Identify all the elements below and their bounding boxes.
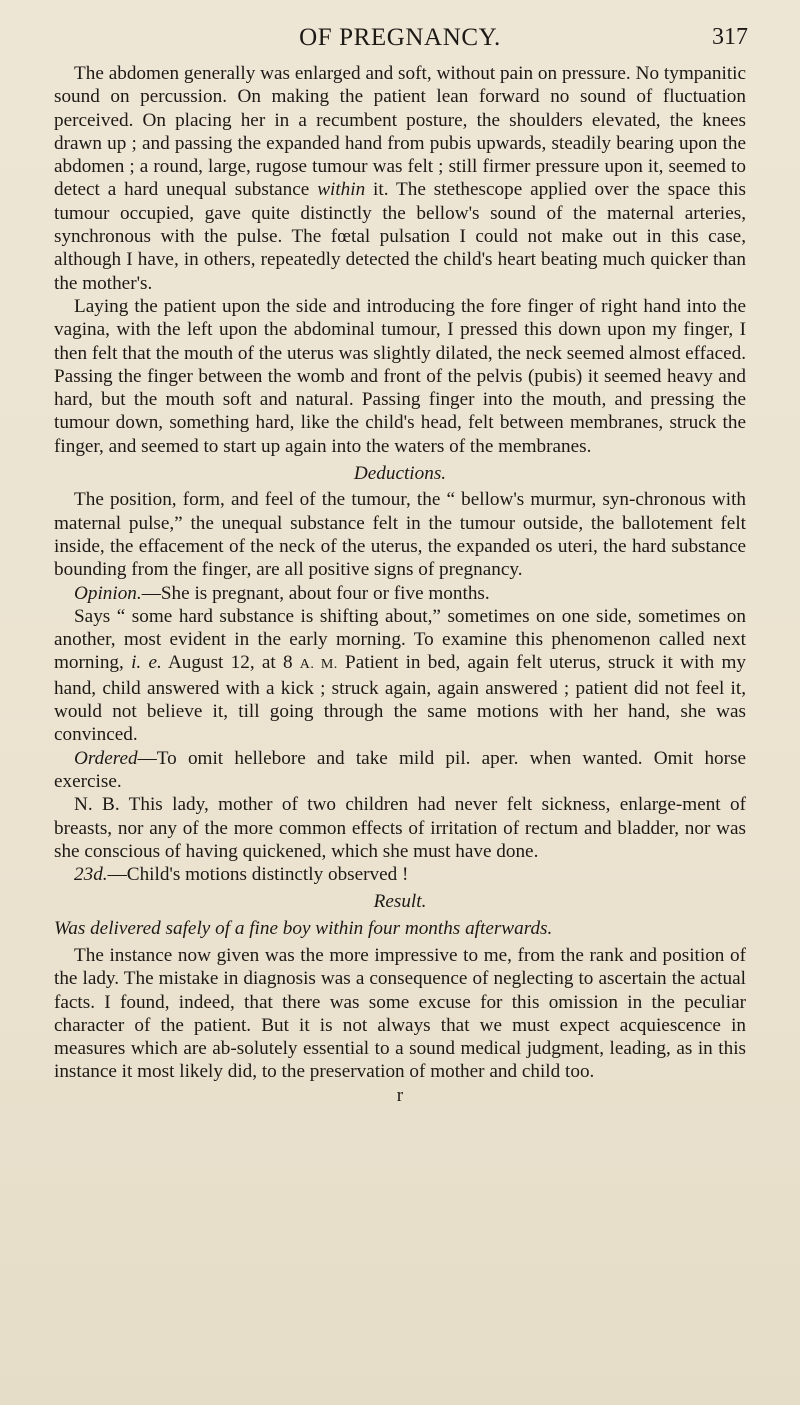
small-caps-text: A. M. bbox=[299, 657, 338, 673]
italic-text: i. e. bbox=[131, 652, 162, 674]
paragraph: Laying the patient upon the side and introducing the fore finger of right hand into the vagina, with the left upon the abdominal tumour, I pressed this down upon my finger, I then felt that the mouth of the uterus was slightly dilated, the neck seemed almost effaced. Passing the finger between the womb and front of the pelvis (pubis) it seemed heavy and hard, but the mouth soft and natural. Passing finger into the mouth, and pressing the tumour down, something hard, like the child's head, felt between membranes, struck the finger, and seemed to start up again into the waters of the membranes. bbox=[54, 295, 746, 457]
page-number: 317 bbox=[712, 24, 748, 50]
text-run: —To omit hellebore and take mild pil. aper. when wanted. Omit horse exercise. bbox=[54, 747, 746, 792]
running-head bbox=[0, 22, 800, 56]
text-run: The abdomen generally was enlarged and soft, without pain on pressure. No tympanitic sound on percussion. On making the patient lean forward no sound of fluctuation perceived. On placing her in a recumbent posture, the shoulders elevated, the knees drawn up ; and passing the expanded hand from pubis upwards, steadily bearing upon the abdomen ; a round, large, rugose tumour was felt ; still firmer pressure upon it, seemed to detect a hard unequal substance bbox=[54, 63, 746, 201]
paragraph bbox=[54, 62, 746, 295]
paragraph: N. B. This lady, mother of two children had never felt sickness, enlarge-ment of breasts, nor any of the more common effects of irritation of rectum and bladder, nor was she conscious of having quickened, which she must have done. bbox=[54, 794, 746, 862]
date-label: 23d. bbox=[74, 864, 108, 886]
text-run: it. The stethescope applied over the space this tumour occupied, gave quite distinctly the bellow's sound of the maternal arteries, synchronous with the pulse. The fœtal pulsation I could not make out in this case, although I have, in others, repeatedly detected the child's heart beating much quicker than the mother's. bbox=[54, 179, 746, 294]
text-run: —She is pregnant, about four or five months. bbox=[141, 582, 490, 604]
opinion-label: Opinion. bbox=[74, 582, 142, 604]
paragraph: The instance now given was the more impressive to me, from the rank and position of the lady. The mistake in diagnosis was a consequence of neglecting to ascertain the actual facts. I found, indeed, that there was some excuse for this omission in the peculiar character of the patient. But it is not always that we must expect acquiescence in measures which are ab-solutely essential to a sound medical judgment, leading, as in this instance it most likely did, to the preservation of mother and child too. bbox=[54, 944, 746, 1083]
paragraph-opinion bbox=[54, 582, 746, 605]
section-heading-result: Result. bbox=[373, 891, 427, 913]
paragraph bbox=[54, 605, 746, 747]
text-run: Patient in bed, again felt uterus, struck it with my hand, child answered with a kick ; struck again, again answered ; patient did not feel it, would not believe it, till going through the same motions with her hand, she was convinced. bbox=[54, 652, 746, 746]
body-text bbox=[54, 62, 746, 1107]
paragraph: The position, form, and feel of the tumour, the “ bellow's murmur, syn-chronous with maternal pulse,” the unequal substance felt in the tumour outside, the ballotement felt inside, the effacement of the neck of the uterus, the expanded os uteri, the hard substance bounding from the finger, are all positive signs of pregnancy. bbox=[54, 489, 746, 581]
text-run: —Child's motions distinctly observed ! bbox=[107, 864, 409, 886]
text-run: Says “ some hard substance is shifting about,” sometimes on one side, sometimes on another, most evident in the early morning. To examine this phenomenon called next morning, bbox=[54, 605, 746, 674]
italic-text: within bbox=[317, 179, 366, 201]
result-statement: Was delivered safely of a fine boy within four months afterwards. bbox=[54, 917, 553, 939]
section-heading-deductions: Deductions. bbox=[353, 463, 447, 485]
ordered-label: Ordered bbox=[74, 747, 138, 769]
paragraph-ordered bbox=[54, 747, 746, 794]
text-run: August 12, at 8 bbox=[161, 652, 300, 674]
running-title: OF PREGNANCY. bbox=[299, 24, 501, 51]
paragraph-date bbox=[54, 863, 746, 886]
signature-mark: r bbox=[396, 1084, 404, 1106]
